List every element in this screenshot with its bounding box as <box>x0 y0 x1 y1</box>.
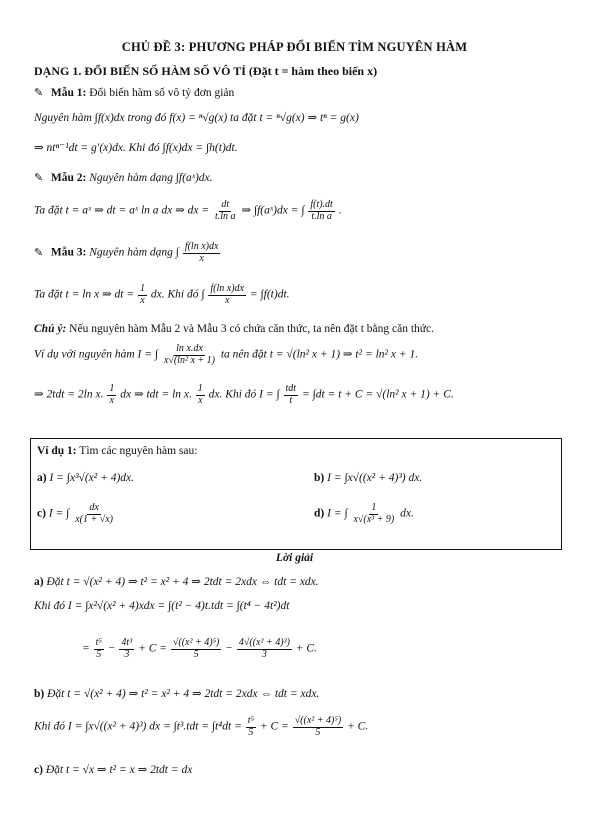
pen-icon: ✎ <box>34 87 44 99</box>
sol-c-line1: c) Đặt t = √x ⇒ t² = x ⇒ 2tdt = dx <box>34 764 193 776</box>
note-example: Ví dụ với nguyên hàm I = ∫ $\frac{\text{ln x.dx}}{\text{x√(ln² x + 1)}}$ ta nên đặt t = √(ln² x + 1) ⇒ t² = ln² x + 1. <box>34 343 419 366</box>
page-title: CHỦ ĐỀ 3: PHƯƠNG PHÁP ĐỔI BIẾN TÌM NGUYÊN HÀM <box>121 40 468 54</box>
mau1-line1: Nguyên hàm ∫f(x)dx trong đó f(x) = ⁿ√g(x) ta đặt t = ⁿ√g(x) ⇒ tⁿ = g(x) <box>34 112 359 124</box>
example-b: b) I = ∫x√((x² + 4)³) dx. <box>314 472 423 484</box>
sol-a-line1: a) Đặt t = √(x² + 4) ⇒ t² = x² + 4 ⇒ 2tdt = 2xdx ⇔ tdt = xdx. <box>34 576 319 588</box>
example-c: c) I = ∫ $\frac{dx}{x(1 + √x)}$ <box>37 502 113 525</box>
mau2-heading: ✎ Mẫu 2: Nguyên hàm dạng ∫f(aˣ)dx. <box>34 172 213 184</box>
sol-b-line1: b) Đặt t = √(x² + 4) ⇒ t² = x² + 4 ⇒ 2tdt = 2xdx ⇔ tdt = xdx. <box>34 688 320 700</box>
example-box <box>30 438 562 550</box>
mau2-line1: Ta đặt t = aˣ ⇒ dt = aˣ ln a dx ⇒ dx = $\frac{dt}{\text{t.ln a}}$ ⇒ ∫f(aˣ)dx = ∫ $\frac{f(t).dt}{\text{t.ln a}}$ . <box>34 199 342 222</box>
mau1-line2: ⇒ ntⁿ⁻¹dt = g′(x)dx. Khi đó ∫f(x)dx = ∫h(t)dt. <box>34 142 238 154</box>
section-heading: DẠNG 1. ĐỔI BIẾN SỐ HÀM SỐ VÔ TỈ (Đặt t = hàm theo biến x) <box>34 64 378 78</box>
sol-b-line2: Khi đó I = ∫x√((x² + 4)³) dx = ∫t³.tdt = ∫t⁴dt = $\frac{\text{t⁵}}{5}$ + C = $\frac{\text{√((x² + 4)⁵)}}{5}$ + C. <box>34 715 369 738</box>
mau3-heading: ✎ Mẫu 3: Nguyên hàm dạng ∫ $\frac{\text{f(ln x)dx}}{x}$ <box>34 241 219 264</box>
sol-a-line3: = $\frac{\text{t⁵}}{5}$ − $\frac{\text{4t³}}{3}$ + C = $\frac{\text{√((x² + 4)⁵)}}{5}$ − $\frac{\text{4√((x² + 4)³)}}{3}$ + C. <box>82 637 317 660</box>
note-example-line2: ⇒ 2tdt = 2ln x. $\frac{1}{x}$ dx ⇒ tdt = ln x. $\frac{1}{x}$ dx. Khi đó I = ∫ $\frac{\text{tdt}}{t}$ = ∫dt = t + C = √(ln² x + 1) + C. <box>34 383 454 406</box>
mau1-heading: ✎ Mẫu 1: Đổi biến hàm số vô tỷ đơn giản <box>34 87 235 99</box>
example-a: a) I = ∫x³√(x² + 4)dx. <box>37 472 135 484</box>
sol-a-line2: Khi đó I = ∫x²√(x² + 4)xdx = ∫(t² − 4)t.tdt = ∫(t⁴ − 4t²)dt <box>34 600 290 612</box>
pen-icon: ✎ <box>34 246 44 259</box>
solution-heading: Lời giải <box>275 552 314 564</box>
pen-icon: ✎ <box>34 172 44 184</box>
note-line: Chú ý: Nếu nguyên hàm Mẫu 2 và Mẫu 3 có chứa căn thức, ta nên đặt t bằng căn thức. <box>34 323 435 335</box>
example-d: d) I = ∫ $\frac{1}{\text{x√(x³ + 9)}}$ dx. <box>314 502 414 525</box>
mau3-line1: Ta đặt t = ln x ⇒ dt = $\frac{1}{x}$ dx. Khi đó ∫ $\frac{\text{f(ln x)dx}}{x}$ = ∫f(t)dt. <box>34 283 290 306</box>
example-heading: Ví dụ 1: Tìm các nguyên hàm sau: <box>37 445 198 457</box>
